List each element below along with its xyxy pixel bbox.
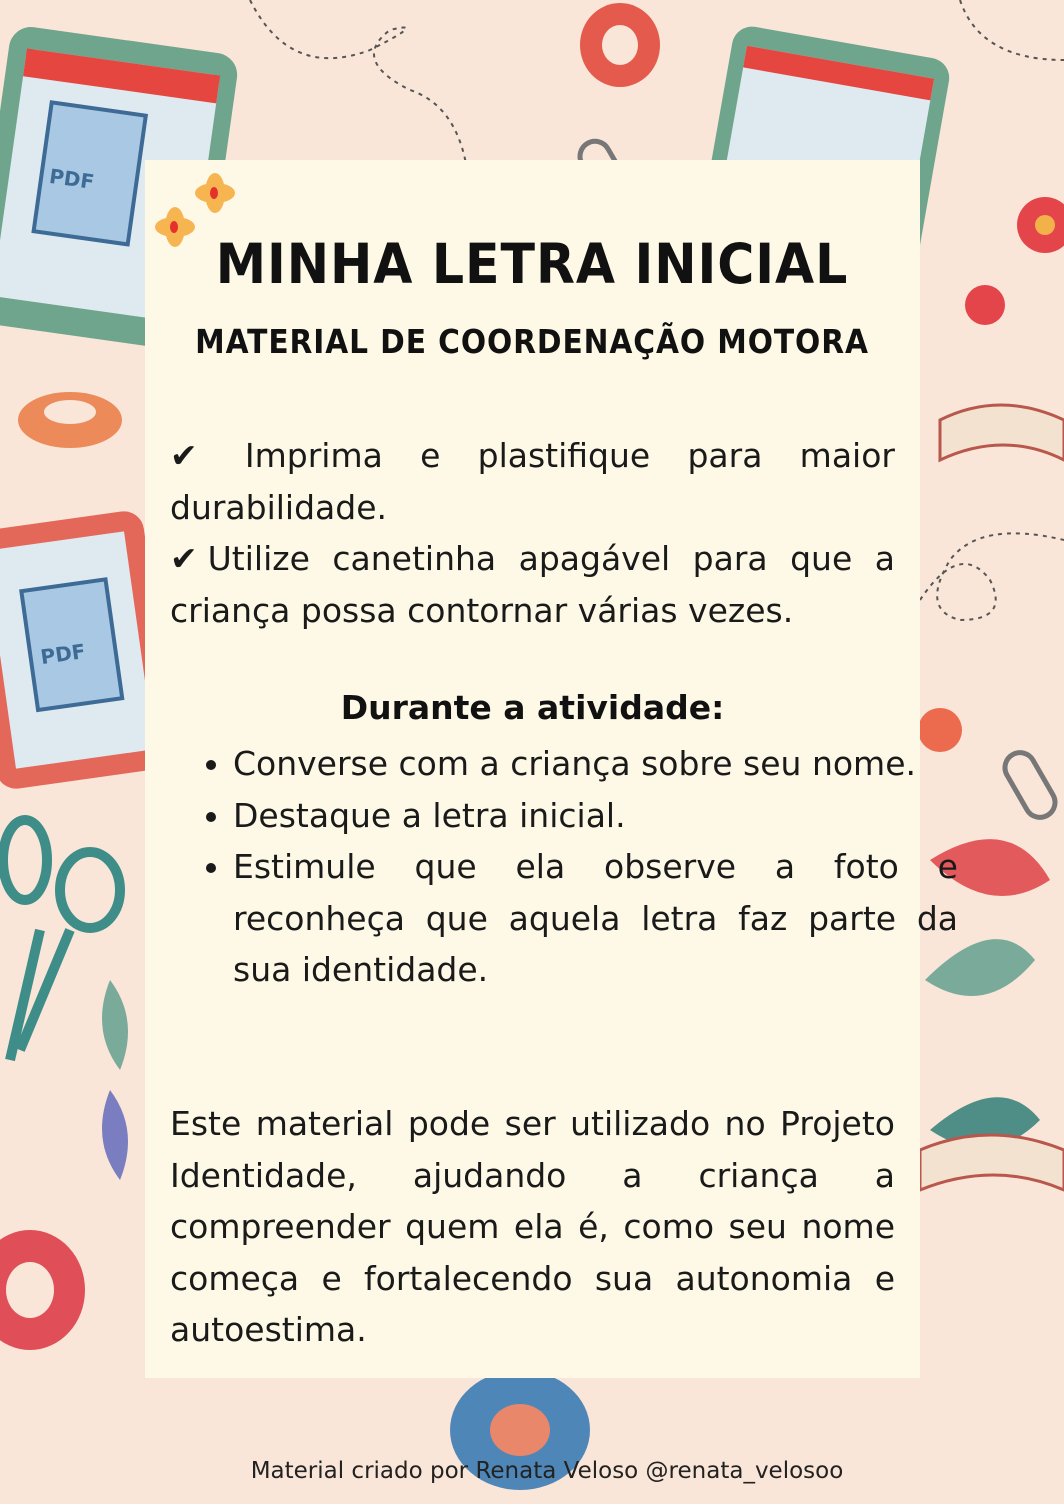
tips-list <box>170 430 895 636</box>
tip-text: Utilize canetinha apagável para que a criança possa contornar várias vezes. <box>170 539 895 630</box>
tip-item <box>170 533 895 636</box>
page-subtitle: MATERIAL DE COORDENAÇÃO MOTORA <box>195 322 869 361</box>
check-icon: ✔ <box>170 436 198 475</box>
pdf-label: PDF <box>39 639 87 670</box>
during-list <box>170 738 958 996</box>
tip-text: Imprima e plastifique para maior durabilidade. <box>170 436 895 527</box>
during-heading: Durante a atividade: <box>340 688 725 727</box>
check-icon: ✔ <box>170 539 198 578</box>
page-title: MINHA LETRA INICIAL <box>215 232 849 296</box>
closing-text: Este material pode ser utilizado no Projeto Identidade, ajudando a criança a compreender quem ela é, como seu nome começa e fortalecendo sua autonomia e autoestima. <box>170 1104 895 1349</box>
footer-credit: Material criado por Renata Veloso @renata_velosoo <box>250 1458 844 1484</box>
closing-paragraph <box>170 1098 895 1356</box>
list-item: • Converse com a criança sobre seu nome. <box>233 738 958 790</box>
list-item: • Destaque a letra inicial. <box>233 790 958 842</box>
list-item: • Estimule que ela observe a foto e reconheça que aquela letra faz parte da sua identidade. <box>233 841 958 996</box>
tip-item <box>170 430 895 533</box>
pdf-label: PDF <box>47 163 96 194</box>
